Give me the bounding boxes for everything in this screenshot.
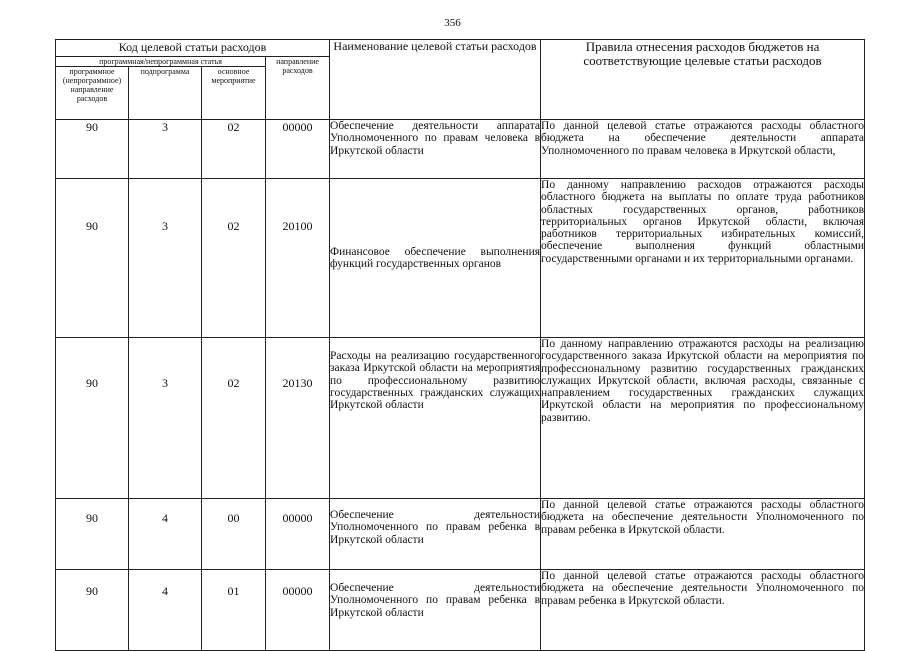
cell-rule: По данной целевой статье отражаются расходы областного бюджета на обеспечение деятельности Уполномоченного по правам ребенка в Иркутской области.: [541, 570, 865, 651]
cell-subprogram: 4: [129, 499, 202, 570]
table-row: [56, 499, 865, 570]
cell-expense-direction: 00000: [266, 570, 330, 651]
cell-program-direction: 90: [56, 179, 129, 338]
table-row: [56, 338, 865, 499]
cell-rule: По данной целевой статье отражаются расходы областного бюджета на обеспечение деятельности Уполномоченного по правам ребенка в Иркутской области.: [541, 499, 865, 570]
cell-subprogram: 3: [129, 338, 202, 499]
table-row: [56, 179, 865, 338]
header-direction-expense: направление расходов: [266, 57, 330, 120]
cell-article-name: Обеспечение деятельности Уполномоченного по правам ребенка в Иркутской области: [330, 499, 541, 570]
cell-main-event: 01: [202, 570, 266, 651]
expense-codes-table: [55, 39, 865, 651]
cell-rule: По данному направлению отражаются расходы на реализацию государственного заказа Иркутской области на мероприятия по профессиональному развитию государственных гражданских служащих Иркутской области, включая расходы, связанные с направлением государственных гражданских служащих Иркутской области на мероприятия по профессиональному развитию.: [541, 338, 865, 499]
cell-program-direction: 90: [56, 338, 129, 499]
header-rules: Правила отнесения расходов бюджетов на соответствующие целевые статьи расходов: [541, 40, 865, 120]
header-row-1: [56, 40, 865, 57]
header-name: Наименование целевой статьи расходов: [330, 40, 541, 120]
header-program-group: программная/непрограммная статья: [56, 57, 266, 67]
cell-main-event: 02: [202, 179, 266, 338]
cell-article-name: Обеспечение деятельности Уполномоченного по правам ребенка в Иркутской области: [330, 570, 541, 651]
cell-subprogram: 3: [129, 120, 202, 179]
header-subprogram: подпрограмма: [129, 67, 202, 120]
cell-main-event: 02: [202, 338, 266, 499]
cell-program-direction: 90: [56, 499, 129, 570]
header-main-event: основное мероприятие: [202, 67, 266, 120]
cell-article-name: Финансовое обеспечение выполнения функций государственных органов: [330, 179, 541, 338]
cell-rule: По данному направлению расходов отражаются расходы областного бюджета на выплаты по оплате труда работников областных государственных органов, работников территориальных органов Иркутской области, включая работников территориальных избирательных комиссий, обеспечение выполнения функций областными государственными органами и их территориальными органами.: [541, 179, 865, 338]
cell-expense-direction: 00000: [266, 499, 330, 570]
cell-program-direction: 90: [56, 120, 129, 179]
cell-article-name: Расходы на реализацию государственного заказа Иркутской области на мероприятия по профессиональному развитию государственных гражданских служащих Иркутской области: [330, 338, 541, 499]
cell-main-event: 02: [202, 120, 266, 179]
header-code-group: Код целевой статьи расходов: [56, 40, 330, 57]
header-direction-program: программное (непрограммное) направление расходов: [56, 67, 129, 120]
cell-expense-direction: 20100: [266, 179, 330, 338]
cell-subprogram: 3: [129, 179, 202, 338]
cell-rule: По данной целевой статье отражаются расходы областного бюджета на обеспечение деятельности аппарата Уполномоченного по правам человека в Иркутской области,: [541, 120, 865, 179]
cell-program-direction: 90: [56, 570, 129, 651]
table-row: [56, 570, 865, 651]
cell-expense-direction: 00000: [266, 120, 330, 179]
cell-expense-direction: 20130: [266, 338, 330, 499]
cell-subprogram: 4: [129, 570, 202, 651]
table-row: [56, 120, 865, 179]
cell-article-name: Обеспечение деятельности аппарата Уполномоченного по правам человека в Иркутской области: [330, 120, 541, 179]
cell-main-event: 00: [202, 499, 266, 570]
page-number: 356: [444, 17, 461, 29]
